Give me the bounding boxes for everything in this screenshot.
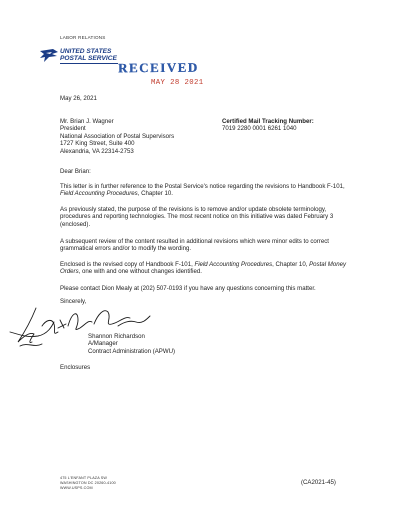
signature-block <box>88 333 175 355</box>
letter-date: May 26, 2021 <box>60 95 97 102</box>
signer-title: A/Manager <box>88 340 118 348</box>
logo-line-2: POSTAL SERVICE <box>60 55 117 62</box>
document-code: (CA2021-45) <box>301 479 336 486</box>
recipient-title: President <box>60 125 86 133</box>
certified-mail-block <box>222 118 314 133</box>
logo-rule <box>60 63 118 64</box>
eagle-icon <box>39 48 59 64</box>
recipient-address <box>60 118 174 155</box>
signer-department: Contract Administration (APWU) <box>88 347 176 355</box>
department-label: LABOR RELATIONS <box>60 35 106 40</box>
enclosures-note: Enclosures <box>60 364 91 371</box>
received-date-stamp: MAY 28 2021 <box>151 79 204 87</box>
footer-address <box>60 476 116 492</box>
closing: Sincerely, <box>60 298 87 305</box>
recipient-organization: National Association of Postal Supervisors <box>60 132 175 140</box>
certified-label: Certified Mail Tracking Number: <box>222 118 314 125</box>
footer-line-2: WASHINGTON DC 20260-4100 <box>60 481 116 486</box>
logo-line-1: UNITED STATES <box>60 48 112 55</box>
recipient-name: Mr. Brian J. Wagner <box>60 118 114 125</box>
paragraph-4: Enclosed is the revised copy of Handbook F-101, Field Accounting Procedures, Chapter 10, Postal Money Orders, one with and one without changes identified. <box>60 261 347 276</box>
recipient-street: 1727 King Street, Suite 400 <box>60 140 135 148</box>
salutation: Dear Brian: <box>60 168 91 175</box>
paragraph-1: This letter is in further reference to the Postal Service's notice regarding the revisions to Handbook F-101, Field Accounting Procedures, Chapter 10. <box>60 183 345 198</box>
tracking-number: 7019 2280 0001 6261 1040 <box>222 125 297 133</box>
paragraph-5: Please contact Dion Mealy at (202) 507-0193 if you have any questions concerning this matter. <box>60 285 316 292</box>
paragraph-3: A subsequent review of the content resulted in additional revisions which were minor edits to correct grammatical errors and/or to modify the wording. <box>60 238 329 253</box>
paragraph-2: As previously stated, the purpose of the revisions is to remove and/or update obsolete terminology, procedures and reporting technologies. The most recent notice on this initiative was dated February 3 (enclosed). <box>60 206 334 228</box>
recipient-city: Alexandria, VA 22314-2753 <box>60 147 134 155</box>
footer-line-1: 475 L'ENFANT PLAZA SW <box>60 476 108 480</box>
signer-name: Shannon Richardson <box>88 333 145 340</box>
received-stamp: RECEIVED <box>117 59 199 76</box>
footer-line-3: WWW.USPS.COM <box>60 486 93 491</box>
